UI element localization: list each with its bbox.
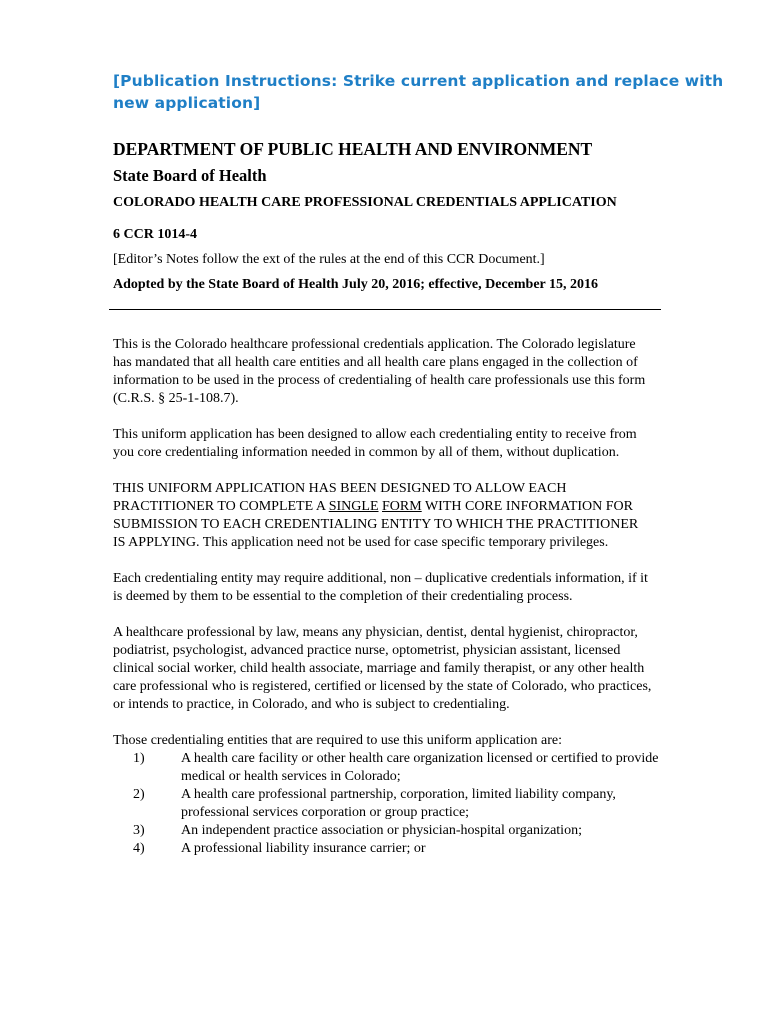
paragraph-uniform: This uniform application has been designed to allow each credentialing entity to receive from you core credentialing information needed in common by all of them, without duplication. (113, 427, 637, 460)
notice-text-b: WITH CORE INFORMATION FOR SUBMISSION TO EACH CREDENTIALING ENTITY TO WHICH THE PRACTITIONER IS APPLYING. This application need not be used for case specific temporary privileges. (113, 499, 639, 550)
list-number: 2) (133, 787, 145, 802)
application-title: COLORADO HEALTH CARE PROFESSIONAL CREDENTIALS APPLICATION (113, 195, 617, 210)
list-item (113, 840, 661, 858)
list-text: A professional liability insurance carrier; or (181, 841, 426, 856)
paragraph-intro: This is the Colorado healthcare professional credentials application. The Colorado legislature has mandated that all health care entities and all health care plans engaged in the collection of information to be used in the process of credentialing of health care professionals use this form (C.R.S. § 25-1-108.7). (113, 337, 646, 406)
list-number: 1) (133, 751, 145, 766)
notice-single: SINGLE (328, 499, 379, 514)
ccr-number: 6 CCR 1014-4 (113, 227, 197, 242)
paragraph-definition: A healthcare professional by law, means any physician, dentist, dental hygienist, chiropractor, podiatrist, psychologist, advanced practice nurse, optometrist, physician assistant, licensed clinical social worker, child health associate, marriage and family therapist, or any other health care professional who is registered, certified or licensed by the state of Colorado, who practices, or intends to practice, in Colorado, and who is subject to credentialing. (113, 625, 652, 712)
paragraph-uppercase-notice (113, 480, 653, 552)
publication-instructions: [Publication Instructions: Strike current application and replace with new application] (113, 72, 724, 112)
entities-intro: Those credentialing entities that are required to use this uniform application are: (113, 733, 563, 748)
list-text: A health care professional partnership, corporation, limited liability company, professional services corporation or group practice; (181, 787, 616, 820)
list-item (113, 786, 661, 822)
notice-form: FORM (382, 499, 422, 514)
adoption-statement: Adopted by the State Board of Health July 20, 2016; effective, December 15, 2016 (113, 277, 599, 292)
editor-note: [Editor’s Notes follow the ext of the rules at the end of this CCR Document.] (113, 252, 545, 267)
list-number: 3) (133, 823, 145, 838)
list-text: A health care facility or other health care organization licensed or certified to provide medical or health services in Colorado; (181, 751, 659, 784)
department-heading: DEPARTMENT OF PUBLIC HEALTH AND ENVIRONMENT (113, 139, 593, 159)
board-heading: State Board of Health (113, 166, 267, 185)
list-number: 4) (133, 841, 145, 856)
section-divider (109, 309, 661, 310)
paragraph-additional-info: Each credentialing entity may require additional, non – duplicative credentials information, if it is deemed by them to be essential to the completion of their credentialing process. (113, 571, 648, 604)
entities-list (113, 750, 733, 858)
list-text: An independent practice association or physician-hospital organization; (181, 823, 582, 838)
document-page (113, 70, 733, 858)
list-item (113, 750, 661, 786)
list-item (113, 822, 661, 840)
notice-text-a: THIS UNIFORM APPLICATION HAS BEEN DESIGNED TO ALLOW EACH PRACTITIONER TO COMPLETE A (113, 481, 567, 514)
